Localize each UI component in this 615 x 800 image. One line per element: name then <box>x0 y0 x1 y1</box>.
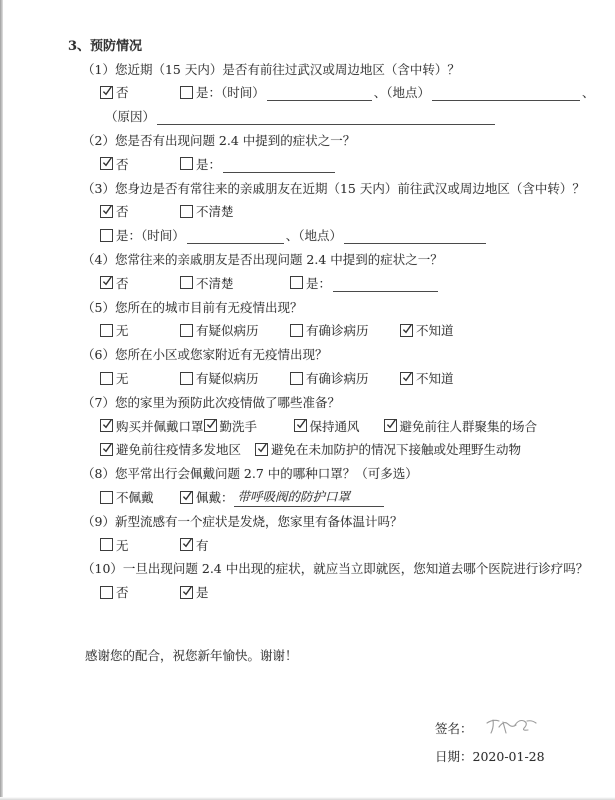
option-row <box>100 533 615 557</box>
checkbox-unchecked-icon <box>100 491 113 504</box>
check-mark-icon <box>181 490 193 502</box>
checkbox-label: 无 <box>116 371 129 387</box>
question-block <box>0 557 615 605</box>
question-block <box>0 57 615 128</box>
blank-underline <box>333 278 438 292</box>
checkbox-label: 不知道 <box>416 371 454 387</box>
blank-underline <box>267 87 372 101</box>
checkbox-option <box>180 155 221 173</box>
question-title: （4）您常往来的亲戚朋友是否出现问题 2.4 中提到的症状之一？ <box>82 252 443 268</box>
checkbox-option <box>180 321 290 339</box>
check-mark-icon <box>101 204 113 216</box>
checkbox-checked-icon <box>100 276 113 289</box>
checkbox-option <box>180 488 234 506</box>
option-row <box>100 485 615 509</box>
check-mark-icon <box>101 275 113 287</box>
checkbox-unchecked-icon <box>290 372 303 385</box>
checkbox-option <box>100 488 180 506</box>
checkbox-unchecked-icon <box>180 86 193 99</box>
question-block <box>0 247 615 295</box>
checkbox-label: 是 <box>196 585 209 601</box>
question-title: （3）您身边是否有常往来的亲戚朋友在近期（15 天内）前往武汉或周边地区（含中转）？ <box>82 180 585 196</box>
checkbox-label: 勤洗手 <box>219 418 258 434</box>
checkbox-option <box>100 583 180 601</box>
checkbox-label: 否 <box>116 85 129 101</box>
checkbox-checked-icon <box>180 538 193 551</box>
checkbox-option <box>180 369 290 387</box>
check-mark-icon <box>181 585 193 597</box>
checkbox-option <box>100 226 185 244</box>
checkbox-label: 不佩戴 <box>116 490 154 506</box>
section-title: 3、预防情况 <box>68 39 143 55</box>
checkbox-option <box>100 369 180 387</box>
checkbox-option <box>384 417 538 435</box>
question-title: （6）您所在小区或您家附近有无疫情出现？ <box>82 347 328 363</box>
checkbox-option <box>100 417 204 435</box>
signature-row <box>435 714 545 742</box>
checkbox-label: 有确诊病历 <box>306 323 369 339</box>
checkbox-option <box>180 583 209 601</box>
check-mark-icon <box>401 323 413 335</box>
checkbox-option <box>204 417 294 435</box>
option-row <box>100 366 615 390</box>
checkbox-option <box>180 274 290 292</box>
check-mark-icon <box>385 418 397 430</box>
blank-underline <box>187 230 284 244</box>
scan-edge-left <box>0 0 3 800</box>
checkbox-unchecked-icon <box>180 157 193 170</box>
check-mark-icon <box>101 85 113 97</box>
checkbox-label: 是： <box>196 156 222 172</box>
checkbox-checked-icon <box>400 372 413 385</box>
checkbox-checked-icon <box>400 324 413 337</box>
option-row <box>100 271 615 295</box>
blank-underline <box>157 111 495 125</box>
filled-answer: 带呼吸阀的防护口罩 <box>234 487 384 507</box>
check-mark-icon <box>101 156 113 168</box>
check-mark-icon <box>256 442 268 454</box>
checkbox-option <box>180 202 234 220</box>
checkbox-label: 不清楚 <box>196 275 234 291</box>
option-row <box>100 580 615 604</box>
checkbox-checked-icon <box>255 443 268 456</box>
question-block <box>0 295 615 343</box>
blank-underline <box>344 230 486 244</box>
checkbox-option <box>180 83 265 101</box>
checkbox-label: 保持通风 <box>309 418 360 434</box>
checkbox-unchecked-icon <box>180 324 193 337</box>
option-row <box>100 152 615 176</box>
form-text: 、（地点） <box>373 85 431 101</box>
checkbox-label: 是： <box>306 275 332 291</box>
date-row <box>435 742 545 770</box>
check-mark-icon <box>101 442 113 454</box>
question-title: （5）您所在的城市目前有无疫情出现？ <box>82 299 303 315</box>
question-list <box>0 57 615 604</box>
checkbox-option <box>100 155 180 173</box>
option-row <box>100 223 615 247</box>
checkbox-option <box>290 274 331 292</box>
question-block <box>0 128 615 176</box>
checkbox-label: 有疑似病历 <box>196 371 259 387</box>
form-text: 、 <box>582 85 595 101</box>
checkbox-label: 不清楚 <box>196 204 234 220</box>
checkbox-option <box>290 321 400 339</box>
question-block <box>0 390 615 461</box>
checkbox-checked-icon <box>100 157 113 170</box>
question-title: （2）您是否有出现问题 2.4 中提到的症状之一？ <box>82 133 356 149</box>
checkbox-checked-icon <box>100 419 113 432</box>
signature-label: 签名： <box>435 721 473 736</box>
option-row <box>100 319 615 343</box>
checkbox-option <box>400 321 454 339</box>
checkbox-checked-icon <box>100 205 113 218</box>
checkbox-label: 避免在未加防护的情况下接触或处理野生动物 <box>271 442 522 458</box>
checkbox-unchecked-icon <box>100 586 113 599</box>
check-mark-icon <box>205 418 217 430</box>
checkbox-unchecked-icon <box>290 324 303 337</box>
checkbox-label: 是：（时间） <box>116 228 185 244</box>
checkbox-label: 有确诊病历 <box>306 371 369 387</box>
checkbox-option <box>100 83 180 101</box>
checkbox-checked-icon <box>384 419 397 432</box>
checkbox-label: 无 <box>116 537 129 553</box>
checkbox-option <box>100 321 180 339</box>
blank-underline <box>223 159 335 173</box>
checkbox-label: 佩戴： <box>196 490 234 506</box>
question-title: （9）新型流感有一个症状是发烧，您家里有备体温计吗？ <box>82 513 403 529</box>
checkbox-unchecked-icon <box>180 276 193 289</box>
checkbox-label: 否 <box>116 156 129 172</box>
checkbox-option <box>400 369 454 387</box>
checkbox-unchecked-icon <box>100 372 113 385</box>
checkbox-label: 否 <box>116 204 129 220</box>
question-block <box>0 509 615 557</box>
checkbox-unchecked-icon <box>180 372 193 385</box>
checkbox-label: 无 <box>116 323 129 339</box>
checkbox-option <box>290 369 400 387</box>
question-title: （1）您近期（15 天内）是否有前往过武汉或周边地区（含中转）？ <box>82 61 460 77</box>
form-text: 、（地点） <box>285 228 343 244</box>
checkbox-option <box>255 440 521 458</box>
check-mark-icon <box>401 371 413 383</box>
checkbox-label: 是：（时间） <box>196 85 265 101</box>
option-row <box>100 200 615 224</box>
checkbox-label: 有疑似病历 <box>196 323 259 339</box>
checkbox-option <box>100 274 180 292</box>
checkbox-label: 购买并佩戴口罩 <box>116 418 204 434</box>
checkbox-checked-icon <box>180 491 193 504</box>
date-value: 2020-01-28 <box>472 748 545 764</box>
checkbox-unchecked-icon <box>100 538 113 551</box>
checkbox-option <box>180 536 209 554</box>
checkbox-checked-icon <box>180 586 193 599</box>
question-title: （8）您平常出行会佩戴问题 2.7 中的哪种口罩？（可多选） <box>82 466 418 482</box>
question-block <box>0 342 615 390</box>
checkbox-unchecked-icon <box>180 205 193 218</box>
checkbox-checked-icon <box>100 443 113 456</box>
checkbox-label: 否 <box>116 585 129 601</box>
checkbox-label: 避免前往人群聚集的场合 <box>399 418 538 434</box>
checkbox-label: 否 <box>116 275 129 291</box>
option-row <box>105 104 615 128</box>
checkbox-checked-icon <box>204 419 217 432</box>
closing-note: 感谢您的配合，祝您新年愉快。谢谢！ <box>85 648 298 664</box>
option-row <box>100 438 615 462</box>
check-mark-icon <box>295 418 307 430</box>
check-mark-icon <box>181 537 193 549</box>
checkbox-option <box>100 440 255 458</box>
option-row <box>100 414 615 438</box>
checkbox-option <box>294 417 384 435</box>
checkbox-unchecked-icon <box>100 229 113 242</box>
question-title: （10）一旦出现问题 2.4 中出现的症状，就应当立即就医，您知道去哪个医院进行诊疗吗？ <box>82 561 589 577</box>
question-title: （7）您的家里为预防此次疫情做了哪些准备？ <box>82 394 340 410</box>
checkbox-label: 有 <box>196 537 209 553</box>
question-block <box>0 461 615 509</box>
check-mark-icon <box>101 418 113 430</box>
checkbox-label: 不知道 <box>416 323 454 339</box>
checkbox-unchecked-icon <box>100 324 113 337</box>
checkbox-option <box>100 536 180 554</box>
form-text: （原因） <box>105 109 156 125</box>
signature-block <box>435 714 545 770</box>
option-row <box>100 81 615 105</box>
checkbox-checked-icon <box>294 419 307 432</box>
blank-underline <box>432 87 580 101</box>
date-label: 日期： <box>435 749 473 764</box>
question-block <box>0 176 615 247</box>
handwritten-signature <box>483 715 541 737</box>
checkbox-option <box>100 202 180 220</box>
checkbox-unchecked-icon <box>290 276 303 289</box>
checkbox-label: 避免前往疫情多发地区 <box>116 442 242 458</box>
checkbox-checked-icon <box>100 86 113 99</box>
